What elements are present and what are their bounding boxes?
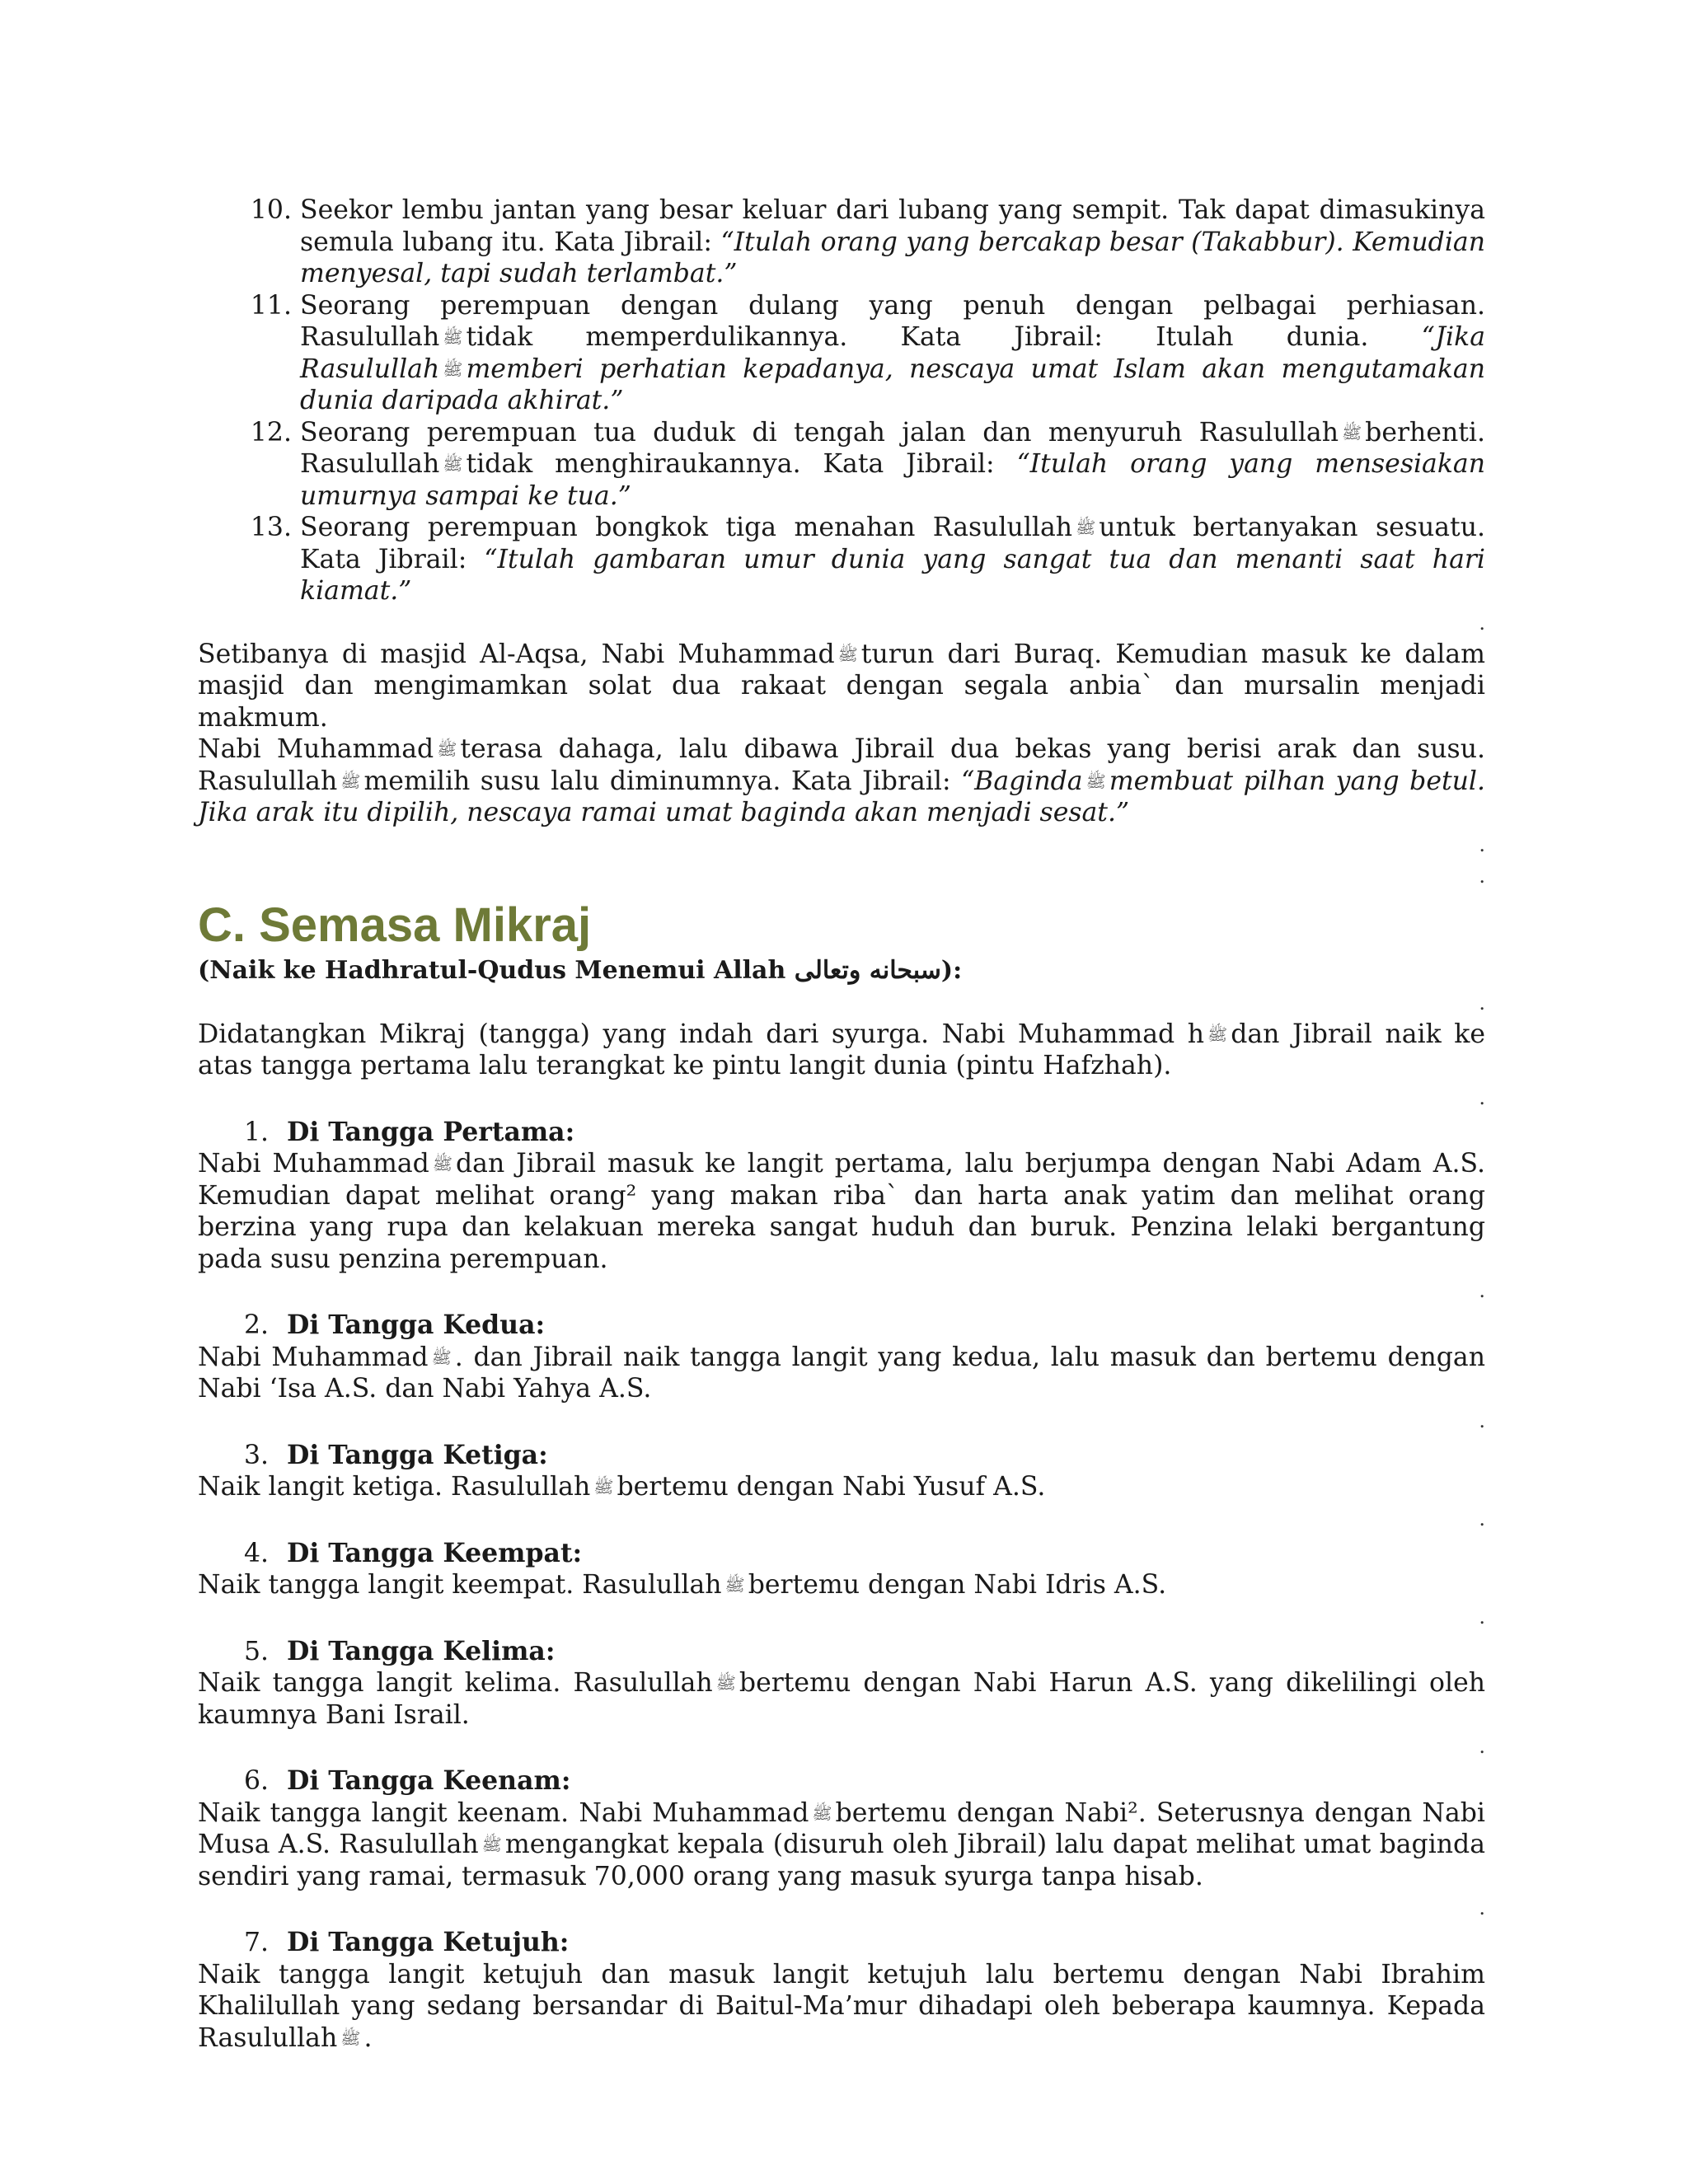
- paragraph-dot: .: [1479, 1605, 1485, 1629]
- saw-honorific-icon: ﷺ: [432, 1154, 452, 1174]
- list-text: Seorang perempuan bongkok tiga menahan Rasulullah: [300, 513, 1073, 542]
- list-text: Seekor lembu jantan yang besar keluar dari lubang yang sempit. Tak dapat dimasukinya semula lubang itu. Kata Jibrail:: [300, 195, 1485, 257]
- paragraph-dot: .: [1479, 1408, 1485, 1432]
- stage-body: [198, 1471, 1485, 1503]
- stage-body: [198, 1148, 1485, 1275]
- paragraph-dot: .: [1479, 1735, 1485, 1758]
- stage-number: 4.: [243, 1538, 269, 1568]
- paragraph-masjid-aqsa: [198, 639, 1485, 734]
- stage-body: [198, 1569, 1485, 1601]
- list-text: Seorang perempuan tua duduk di tengah jalan dan menyuruh Rasulullah: [300, 417, 1339, 448]
- stage-heading: [198, 1927, 1485, 1959]
- list-item: [198, 512, 1485, 607]
- list-number: 10.: [250, 195, 292, 225]
- paragraph-dot: .: [1479, 611, 1485, 635]
- stage-title: Di Tangga Keenam:: [287, 1765, 571, 1796]
- document-page: [198, 194, 1485, 2054]
- list-item: [198, 417, 1485, 513]
- list-text: berhenti. Rasulullah: [300, 417, 1485, 479]
- list-quote: “Jika Rasulullah: [300, 322, 1485, 384]
- stage-number: 2.: [243, 1310, 269, 1340]
- stage-text: bertemu dengan Nabi². Seterusnya dengan Nabi Musa A.S. Rasulullah: [198, 1797, 1486, 1859]
- section-intro: [198, 1019, 1485, 1082]
- subtitle-text: (Naik ke Hadhratul-Qudus Menemui Allah: [198, 955, 795, 985]
- paragraph-text: terasa dahaga, lalu dibawa Jibrail dua bekas yang berisi arak dan susu. Rasulullah: [198, 734, 1485, 796]
- saw-honorific-icon: ﷺ: [443, 327, 463, 347]
- stage-heading: [198, 1538, 1485, 1570]
- stage-text: Naik tangga langit keenam. Nabi Muhammad: [198, 1797, 809, 1828]
- saw-honorific-icon: ﷺ: [443, 454, 463, 474]
- stage-text: mengangkat kepala (disuruh oleh Jibrail) lalu dapat melihat umat baginda sendiri yang ramai, termasuk 70,000 orang yang masuk syurga tanpa hisab.: [198, 1830, 1486, 1891]
- stage-text: bertemu dengan Nabi Yusuf A.S.: [617, 1472, 1046, 1502]
- subtitle-arabic: سبحانه وتعالى: [794, 955, 941, 985]
- saw-honorific-icon: ﷺ: [837, 644, 858, 664]
- saw-honorific-icon: ﷺ: [1207, 1024, 1228, 1044]
- stage-text: Naik tangga langit kelima. Rasulullah: [198, 1668, 713, 1698]
- list-text: untuk bertanyakan sesuatu. Kata Jibrail:: [300, 513, 1485, 574]
- saw-honorific-icon: ﷺ: [340, 2027, 361, 2048]
- stage-number: 7.: [243, 1928, 269, 1957]
- stage-text: Nabi Muhammad: [198, 1342, 429, 1372]
- stage-text: bertemu dengan Nabi Idris A.S.: [748, 1570, 1167, 1600]
- section-subtitle: [198, 954, 1485, 987]
- stage-heading: [198, 1636, 1485, 1668]
- paragraph-text: dan Jibrail naik ke atas tangga pertama lalu terangkat ke pintu langit dunia (pintu Hafzhah).: [198, 1019, 1485, 1080]
- saw-honorific-icon: ﷺ: [443, 359, 463, 379]
- stage-body: [198, 1667, 1485, 1731]
- stage-text: Nabi Muhammad: [198, 1149, 429, 1179]
- stage-body: [198, 1342, 1485, 1405]
- stage-title: Di Tangga Kedua:: [287, 1310, 546, 1340]
- stage-text: Naik langit ketiga. Rasulullah: [198, 1472, 591, 1502]
- saw-honorific-icon: ﷺ: [437, 739, 457, 759]
- section-title: C. Semasa Mikraj: [198, 898, 592, 952]
- paragraph-dot: .: [1479, 832, 1485, 856]
- paragraph-text: Nabi Muhammad: [198, 734, 434, 764]
- saw-honorific-icon: ﷺ: [812, 1802, 832, 1823]
- list-item: [198, 194, 1485, 290]
- list-text: Seorang perempuan dengan dulang yang penuh dengan pelbagai perhiasan. Rasulullah: [300, 290, 1485, 352]
- list-quote: memberi perhatian kepadanya, nescaya umat Islam akan mengutamakan dunia daripada akhirat.”: [300, 354, 1485, 415]
- saw-honorific-icon: ﷺ: [593, 1477, 614, 1497]
- stage-title: Di Tangga Ketujuh:: [287, 1927, 570, 1957]
- list-quote: “Itulah orang yang mensesiakan umurnya sampai ke tua.”: [300, 449, 1485, 511]
- saw-honorific-icon: ﷺ: [715, 1673, 736, 1693]
- saw-honorific-icon: ﷺ: [340, 771, 361, 791]
- list-number: 11.: [250, 290, 292, 321]
- paragraph-quote: membuat pilhan yang betul. Jika arak itu dipilih, nescaya ramai umat baginda akan menjadi sesat.”: [198, 766, 1485, 827]
- paragraph-dot: .: [1479, 1085, 1485, 1109]
- stage-heading: [198, 1440, 1485, 1472]
- stage-number: 5.: [243, 1636, 269, 1666]
- list-number: 13.: [250, 513, 292, 542]
- saw-honorific-icon: ﷺ: [1085, 771, 1106, 791]
- stage-body: [198, 1797, 1485, 1893]
- stage-title: Di Tangga Pertama:: [287, 1116, 575, 1147]
- paragraph-text: Didatangkan Mikraj (tangga) yang indah dari syurga. Nabi Muhammad h: [198, 1019, 1205, 1049]
- paragraph-dot: .: [1479, 991, 1485, 1015]
- list-number: 12.: [250, 417, 292, 448]
- paragraph-text: turun dari Buraq. Kemudian masuk ke dalam masjid dan mengimamkan solat dua rakaat dengan segala anbia` dan mursalin menjadi makmum.: [198, 639, 1485, 733]
- saw-honorific-icon: ﷺ: [1076, 518, 1096, 537]
- stage-title: Di Tangga Keempat:: [287, 1537, 583, 1568]
- list-item: [198, 290, 1485, 417]
- paragraph-text: Setibanya di masjid Al-Aqsa, Nabi Muhammad: [198, 639, 835, 669]
- saw-honorific-icon: ﷺ: [1342, 422, 1362, 443]
- saw-honorific-icon: ﷺ: [481, 1835, 502, 1854]
- stage-text: . dan Jibrail naik tangga langit yang kedua, lalu masuk dan bertemu dengan Nabi ‘Isa A.S. dan Nabi Yahya A.S.: [198, 1342, 1485, 1404]
- stage-text: Naik tangga langit ketujuh dan masuk langit ketujuh lalu bertemu dengan Nabi Ibrahim Khalilullah yang sedang bersandar di Baitul-Ma’mur dihadapi oleh beberapa kaumnya. Kepada Rasulullah: [198, 1959, 1485, 2053]
- stage-title: Di Tangga Ketiga:: [287, 1439, 548, 1470]
- paragraph-dot: .: [1479, 864, 1485, 888]
- paragraph-quote: “Baginda: [961, 766, 1083, 796]
- paragraph-drink-choice: [198, 733, 1485, 829]
- saw-honorific-icon: ﷺ: [431, 1347, 452, 1367]
- paragraph-dot: .: [1479, 1896, 1485, 1919]
- stage-number: 3.: [243, 1440, 269, 1470]
- numbered-list: [198, 194, 1485, 607]
- list-quote: “Itulah orang yang bercakap besar (Takabbur). Kemudian menyesal, tapi sudah terlambat.”: [300, 227, 1485, 288]
- list-text: tidak memperdulikannya. Kata Jibrail: Itulah dunia.: [466, 322, 1422, 352]
- list-quote: “Itulah gambaran umur dunia yang sangat tua dan menanti saat hari kiamat.”: [300, 544, 1486, 606]
- paragraph-dot: .: [1479, 1279, 1485, 1302]
- saw-honorific-icon: ﷺ: [724, 1575, 745, 1595]
- list-text: tidak menghiraukannya. Kata Jibrail:: [466, 449, 1017, 479]
- stage-number: 1.: [243, 1117, 269, 1147]
- stage-number: 6.: [243, 1766, 269, 1796]
- stage-heading: [198, 1117, 1485, 1149]
- stage-heading: [198, 1310, 1485, 1342]
- stage-heading: [198, 1765, 1485, 1797]
- paragraph-text: memilih susu lalu diminumnya. Kata Jibrail:: [363, 766, 962, 796]
- stage-text: dan Jibrail masuk ke langit pertama, lalu berjumpa dengan Nabi Adam A.S. Kemudian dapat melihat orang² yang makan riba` dan harta anak yatim dan melihat orang berzina yang rupa dan kelakuan mereka sangat huduh dan buruk. Penzina lelaki bergantung pada susu penzina perempuan.: [198, 1149, 1485, 1274]
- stage-text: .: [363, 2022, 373, 2053]
- stage-body: [198, 1959, 1485, 2055]
- stage-title: Di Tangga Kelima:: [287, 1635, 556, 1666]
- paragraph-dot: .: [1479, 1507, 1485, 1530]
- stage-text: Naik tangga langit keempat. Rasulullah: [198, 1570, 722, 1600]
- stage-text: bertemu dengan Nabi Harun A.S. yang dikelilingi oleh kaumnya Bani Israil.: [198, 1668, 1485, 1730]
- subtitle-text: ):: [940, 955, 963, 985]
